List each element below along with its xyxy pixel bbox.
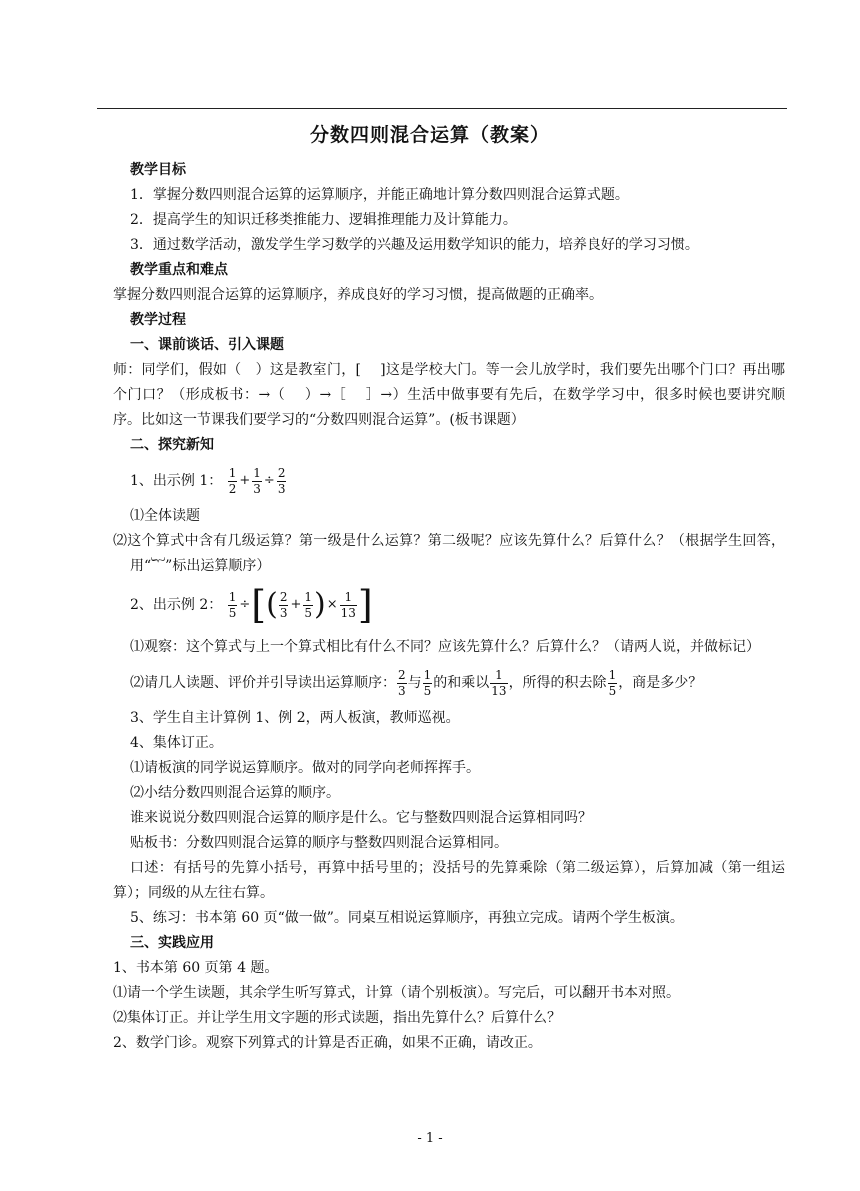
example-1	[113, 458, 785, 504]
example-2-question: ⑵请几人读题、评价并引导读出运算顺序： $\frac{2}{3}$ 与 $\frac{1}{5}$ 的和乘以 $\frac{1}{13}$ ，所得的积去除 $\frac{1}{5}$ ，商是多少？	[130, 667, 703, 698]
page-title: 分数四则混合运算（教案）	[309, 124, 550, 146]
example-1-question: ⑵这个算式中含有几级运算？第一级是什么运算？第二级呢？应该先算什么？后算什么？（根据学生回答，用“︸”标出运算顺序）	[113, 533, 785, 574]
part3-heading: 三、实践应用	[130, 935, 214, 951]
step-item: ⑴请板演的同学说运算顺序。做对的同学向老师挥挥手。	[130, 760, 480, 776]
part1-paragraph: 师：同学们，假如（ ）这是教室门，[ ]这是学校大门。等一会儿放学时，我们要先出哪个门口？再出哪个门口？（形成板书：→（ ）→［ ］→）生活中做事要有先后，在数学学习中，很多时候也要讲究顺序。比如这一节课我们要学习的“分数四则混合运算”。(板书课题）	[113, 362, 785, 428]
lesson-body	[113, 158, 785, 1056]
example-2	[113, 579, 785, 631]
fraction: $\frac{1}{13}$	[491, 667, 507, 698]
goal-item: 2．提高学生的知识迁移类推能力、逻辑推理能力及计算能力。	[130, 212, 517, 228]
example-1-question: ⑴全体读题	[130, 508, 200, 524]
goal-item: 1．掌握分数四则混合运算的运算顺序，并能正确地计算分数四则混合运算式题。	[130, 187, 629, 203]
step-item: 口述：有括号的先算小括号，再算中括号里的；没括号的先算乘除（第二级运算），后算加减（第一组运算）；同级的从左往右算。	[113, 860, 785, 901]
goal-item: 3．通过数学活动，激发学生学习数学的兴趣及运用数学知识的能力，培养良好的学习习惯。	[130, 237, 699, 253]
example-2-question: ⑴观察：这个算式与上一个算式相比有什么不同？应该先算什么？后算什么？（请两人说，并做标记）	[130, 639, 760, 655]
key-heading: 教学重点和难点	[130, 262, 228, 278]
operator: ×	[326, 597, 338, 612]
fraction: $\frac{1}{5}$	[423, 667, 432, 698]
operator: +	[290, 597, 302, 612]
bracket: ]	[357, 583, 373, 627]
operator: ÷	[239, 597, 251, 612]
operator: +	[239, 473, 251, 488]
example-2-label: 2、出示例 2：	[130, 597, 223, 613]
fraction: $\frac{1}{5}$	[304, 589, 312, 620]
fraction: $\frac{1}{13}$	[340, 589, 356, 620]
step-item: 3、学生自主计算例 1、例 2，两人板演，教师巡视。	[130, 710, 460, 726]
fraction: $\frac{2}{3}$	[277, 465, 286, 496]
page-number: - 1 -	[417, 1131, 443, 1146]
fraction: $\frac{1}{5}$	[608, 667, 617, 698]
fraction: $\frac{2}{3}$	[398, 667, 406, 698]
operator: ÷	[263, 473, 275, 488]
part1-heading: 一、课前谈话、引入课题	[130, 337, 284, 353]
application-item: ⑴请一个学生读题，其余学生听写算式，计算（请个别板演）。写完后，可以翻开书本对照。	[113, 985, 680, 1001]
step-item: 4、集体订正。	[130, 735, 223, 751]
step-item: 谁来说说分数四则混合运算的顺序是什么。它与整数四则混合运算相同吗？	[130, 810, 592, 826]
step-item: 贴板书：分数四则混合运算的顺序与整数四则混合运算相同。	[130, 835, 508, 851]
paren: )	[314, 587, 326, 622]
step-item: ⑵小结分数四则混合运算的顺序。	[130, 785, 340, 801]
part2-heading: 二、探究新知	[130, 437, 214, 453]
fraction: $\frac{1}{2}$	[228, 465, 237, 496]
step-item: 5、练习：书本第 60 页“做一做”。同桌互相说运算顺序，再独立完成。请两个学生板演。	[130, 910, 684, 926]
application-item: 1、书本第 60 页第 4 题。	[113, 960, 279, 976]
fraction: $\frac{1}{5}$	[228, 589, 237, 620]
goals-heading: 教学目标	[130, 162, 186, 178]
key-text: 掌握分数四则混合运算的运算顺序，养成良好的学习习惯，提高做题的正确率。	[113, 287, 603, 303]
part1-text	[96, 358, 785, 433]
application-item: ⑵集体订正。并让学生用文字题的形式读题，指出先算什么？后算什么？	[113, 1010, 561, 1026]
fraction: $\frac{2}{3}$	[279, 589, 288, 620]
paren: (	[266, 587, 278, 622]
process-heading: 教学过程	[130, 312, 186, 328]
example-1-label: 1、出示例 1：	[130, 473, 223, 489]
bracket: [	[251, 583, 267, 627]
fraction: $\frac{1}{3}$	[253, 465, 261, 496]
application-item: 2、数学门诊。观察下列算式的计算是否正确，如果不正确，请改正。	[113, 1035, 542, 1051]
header-rule	[97, 108, 787, 109]
